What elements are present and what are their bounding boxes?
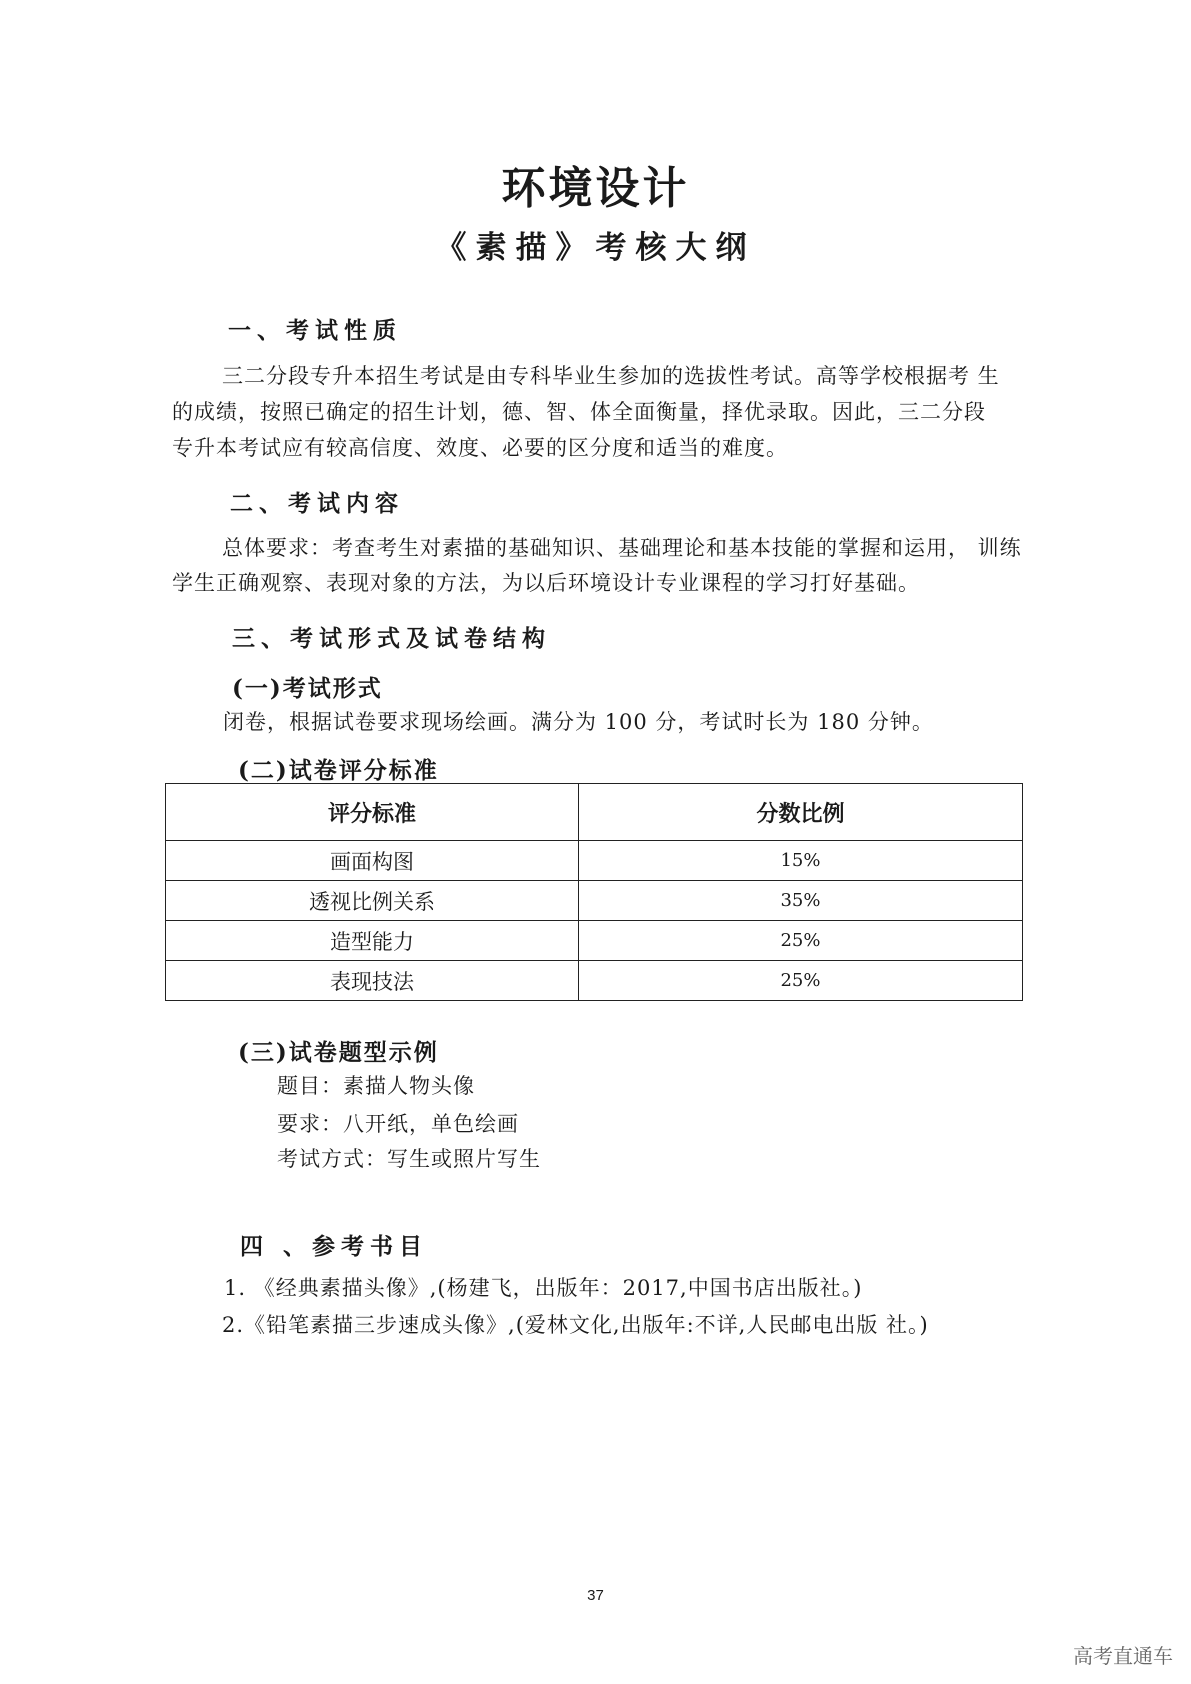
watermark: 高考直通车 [1073,1644,1173,1668]
table-cell-percent: 25% [579,921,1023,961]
paragraph-line: 总体要求：考查考生对素描的基础知识、基础理论和基本技能的掌握和运用， 训练 [222,536,1022,560]
table-header-cell: 分数比例 [579,784,1023,841]
table-header-cell: 评分标准 [166,784,579,841]
example-line: 考试方式：写生或照片写生 [277,1147,541,1171]
table-cell-criterion: 造型能力 [166,921,579,961]
paragraph-line: 学生正确观察、表现对象的方法，为以后环境设计专业课程的学习打好基础。 [172,571,920,595]
table-cell-percent: 25% [579,961,1023,1001]
table-cell-criterion: 透视比例关系 [166,881,579,921]
subsection-heading-exam-form: (一)考试形式 [232,675,383,702]
scoring-table [165,783,1023,1001]
document-title: 环境设计 [501,163,690,214]
paragraph-line: 三二分段专升本招生考试是由专科毕业生参加的选拔性考试。高等学校根据考 生 [222,364,1000,388]
reference-item: 1. 《经典素描头像》,(杨建飞，出版年：2017,中国书店出版社。) [224,1276,863,1300]
paragraph-line: 闭卷，根据试卷要求现场绘画。满分为 100 分，考试时长为 180 分钟。 [223,710,934,734]
section-heading-nature: 一、考试性质 [228,317,402,344]
table-cell-percent: 35% [579,881,1023,921]
example-line: 题目：素描人物头像 [277,1074,475,1098]
table-header-row [166,784,1023,841]
section-heading-references: 四 、参考书目 [240,1233,429,1260]
paragraph-line: 的成绩，按照已确定的招生计划，德、智、体全面衡量，择优录取。因此，三二分段 [172,400,986,424]
table-row [166,841,1023,881]
section-heading-format: 三、考试形式及试卷结构 [232,625,551,652]
example-line: 要求：八开纸，单色绘画 [277,1112,519,1136]
subsection-heading-example: (三)试卷题型示例 [238,1039,439,1066]
table-row [166,961,1023,1001]
table-cell-percent: 15% [579,841,1023,881]
reference-item: 2.《铅笔素描三步速成头像》,(爱林文化,出版年:不详,人民邮电出版 社。) [222,1313,929,1337]
page-number: 37 [587,1587,604,1604]
section-heading-content: 二、考试内容 [230,490,404,517]
document-subtitle: 《素描》考核大纲 [435,230,756,266]
subsection-heading-scoring: (二)试卷评分标准 [238,757,439,784]
table-row [166,921,1023,961]
table-row [166,881,1023,921]
table-cell-criterion: 表现技法 [166,961,579,1001]
paragraph-line: 专升本考试应有较高信度、效度、必要的区分度和适当的难度。 [172,436,788,460]
table-cell-criterion: 画面构图 [166,841,579,881]
